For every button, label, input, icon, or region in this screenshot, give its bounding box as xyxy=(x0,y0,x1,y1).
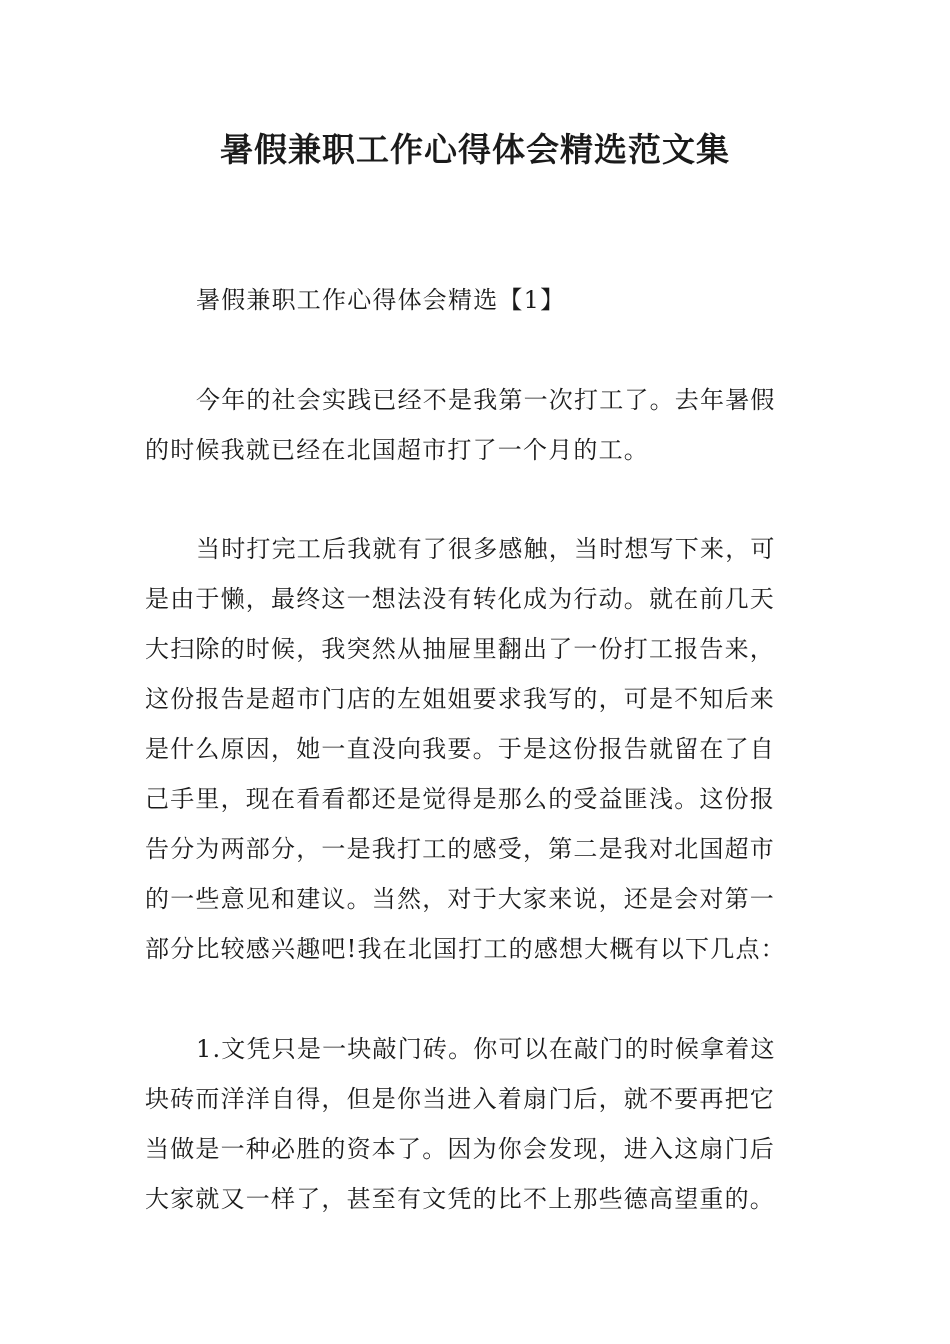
paragraph-1 xyxy=(145,375,811,475)
paragraph-line: 是什么原因，她一直没向我要。于是这份报告就留在了自 xyxy=(145,735,775,763)
paragraph-line: 大扫除的时候，我突然从抽屉里翻出了一份打工报告来， xyxy=(145,635,775,663)
paragraph-line: 块砖而洋洋自得，但是你当进入着扇门后，就不要再把它 xyxy=(145,1085,775,1113)
section-heading xyxy=(145,275,811,325)
paragraph-line: 1.文凭只是一块敲门砖。你可以在敲门的时候拿着这 xyxy=(196,1035,776,1063)
paragraph-line: 大家就又一样了，甚至有文凭的比不上那些德高望重的。 xyxy=(145,1185,775,1213)
paragraph-line: 当做是一种必胜的资本了。因为你会发现，进入这扇门后 xyxy=(145,1135,775,1163)
paragraph-line: 是由于懒，最终这一想法没有转化成为行动。就在前几天 xyxy=(145,585,775,613)
paragraph-line: 己手里，现在看看都还是觉得是那么的受益匪浅。这份报 xyxy=(145,785,775,813)
paragraph-line: 的一些意见和建议。当然，对于大家来说，还是会对第一 xyxy=(145,885,775,913)
paragraph-line: 部分比较感兴趣吧!我在北国打工的感想大概有以下几点： xyxy=(145,935,786,963)
paragraph-line: 这份报告是超市门店的左姐姐要求我写的，可是不知后来 xyxy=(145,685,775,713)
paragraph-line: 当时打完工后我就有了很多感触，当时想写下来，可 xyxy=(196,535,776,563)
paragraph-2 xyxy=(145,524,811,974)
paragraph-line: 的时候我就已经在北国超市打了一个月的工。 xyxy=(145,436,649,464)
paragraph-line: 今年的社会实践已经不是我第一次打工了。去年暑假 xyxy=(196,386,776,414)
document-title: 暑假兼职工作心得体会精选范文集 xyxy=(220,130,730,169)
paragraph-line: 告分为两部分，一是我打工的感受，第二是我对北国超市 xyxy=(145,835,775,863)
paragraph-3 xyxy=(145,1024,811,1224)
section-heading-text: 暑假兼职工作心得体会精选【1】 xyxy=(196,286,566,314)
